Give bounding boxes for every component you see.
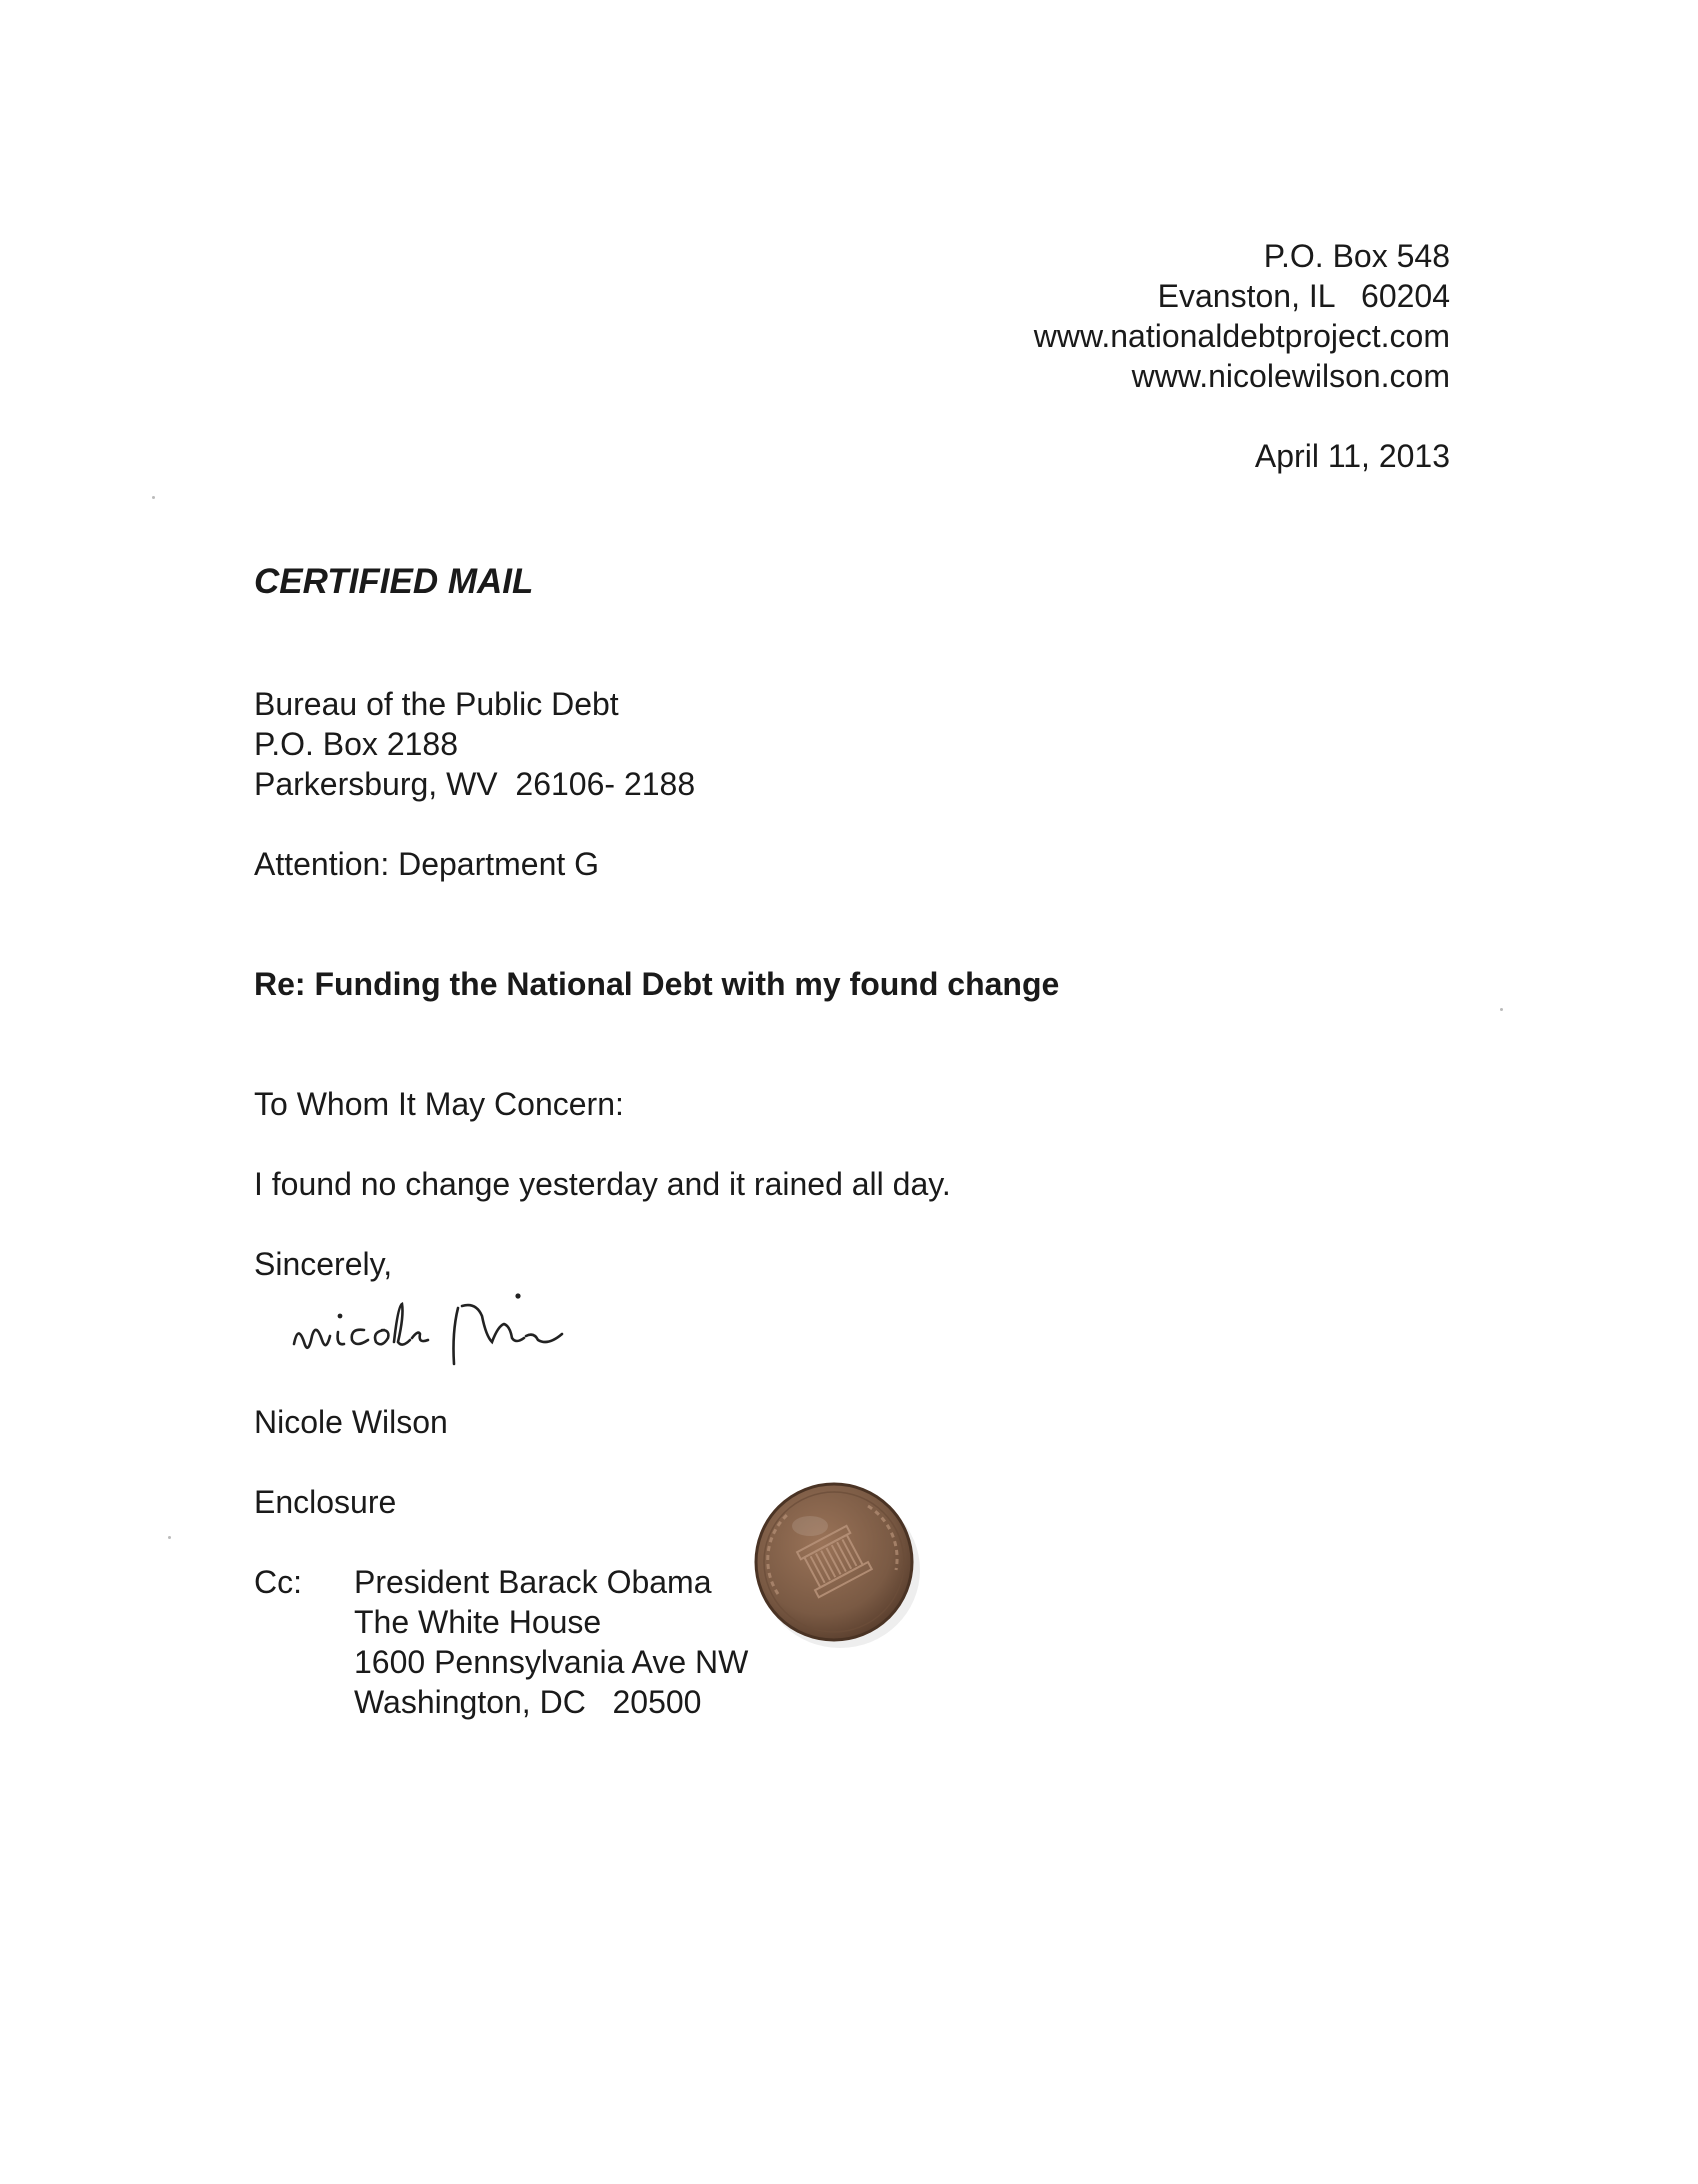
cc-line: 1600 Pennsylvania Ave NW: [354, 1644, 749, 1680]
cc-label: Cc:: [254, 1564, 302, 1600]
return-address: [1034, 236, 1450, 396]
attention-line: Attention: Department G: [254, 846, 600, 882]
enclosure-label: Enclosure: [254, 1484, 397, 1520]
penny-icon: [748, 1474, 924, 1650]
return-address-line: www.nationaldebtproject.com: [1033, 318, 1450, 354]
letter-date: April 11, 2013: [1254, 438, 1450, 474]
recipient-line: P.O. Box 2188: [254, 726, 458, 762]
signer-name: Nicole Wilson: [254, 1404, 448, 1440]
cc-line: President Barack Obama: [354, 1564, 712, 1600]
cc-line: The White House: [354, 1604, 602, 1640]
scan-speck: [168, 1536, 171, 1539]
subject-line: Re: Funding the National Debt with my found change: [254, 966, 1060, 1002]
cc-address: [354, 1562, 748, 1722]
letter-body: I found no change yesterday and it rained all day.: [254, 1166, 951, 1202]
return-address-line: Evanston, IL 60204: [1157, 278, 1450, 314]
recipient-address: [254, 684, 695, 804]
salutation: To Whom It May Concern:: [254, 1086, 624, 1122]
delivery-method: CERTIFIED MAIL: [254, 562, 534, 601]
cc-line: Washington, DC 20500: [354, 1684, 702, 1720]
signature: [286, 1286, 646, 1386]
closing: Sincerely,: [254, 1246, 393, 1282]
recipient-line: Bureau of the Public Debt: [254, 686, 619, 722]
return-address-line: www.nicolewilson.com: [1131, 358, 1450, 394]
return-address-line: P.O. Box 548: [1263, 238, 1450, 274]
scan-speck: [152, 496, 155, 499]
scan-speck: [1500, 1008, 1503, 1011]
recipient-line: Parkersburg, WV 26106- 2188: [254, 766, 696, 802]
